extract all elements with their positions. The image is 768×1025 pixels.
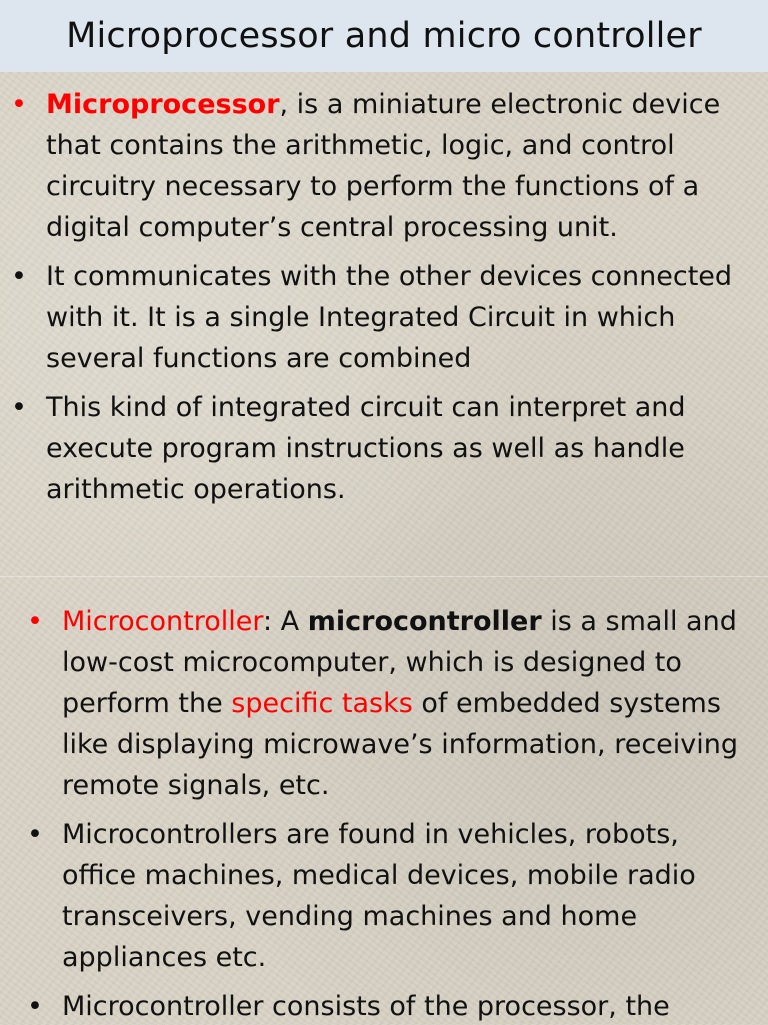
bullet-dot: • (27, 606, 43, 637)
bullet-dot: • (11, 89, 27, 120)
title-bar (0, 0, 768, 72)
bullet-text: It communicates with the other devices connected with it. It is a single Integrated Circuit in which several functions are combined (46, 261, 733, 374)
bullet-item-microprocessor (0, 84, 760, 248)
bullet-dot: • (11, 392, 27, 423)
slide-title: Microprocessor and micro controller (66, 16, 702, 56)
highlight-specific-tasks: specific tasks (231, 688, 413, 719)
bullet-text: of embedded systems like displaying microwave’s information, receiving remote signals, etc. (62, 688, 739, 801)
term-microprocessor: Microprocessor (46, 89, 280, 120)
bold-term-microcontroller: microcontroller (307, 606, 542, 637)
bullet-text: Microcontroller consists of the processor, the (62, 991, 670, 1022)
bullet-text: , is a miniature electronic device that contains the arithmetic, logic, and control circuitry necessary to perform the functions of a digital computer’s central processing unit. (46, 89, 721, 243)
bullet-dot: • (27, 991, 43, 1022)
bullet-item-microcontroller (16, 601, 760, 806)
bullet-item-found-in (16, 814, 760, 978)
bullet-list (0, 84, 760, 518)
bullet-text: is a small and low-cost microcomputer, which is designed to perform the (62, 606, 737, 719)
bullet-dot: • (11, 261, 27, 292)
bullet-item-communicates (0, 256, 760, 379)
bullet-list (16, 601, 760, 1025)
slide-microcontroller (0, 576, 768, 1025)
bullet-item-consists-of (16, 986, 760, 1025)
bullet-dot: • (27, 819, 43, 850)
bullet-text: Microcontrollers are found in vehicles, robots, office machines, medical devices, mobile radio transceivers, vending machines and home appliances etc. (62, 819, 696, 973)
bullet-text: This kind of integrated circuit can interpret and execute program instructions as well as handle arithmetic operations. (46, 392, 686, 505)
bullet-text: : A (263, 606, 308, 637)
term-microcontroller: Microcontroller (62, 606, 263, 637)
bullet-item-integrated-circuit (0, 387, 760, 510)
